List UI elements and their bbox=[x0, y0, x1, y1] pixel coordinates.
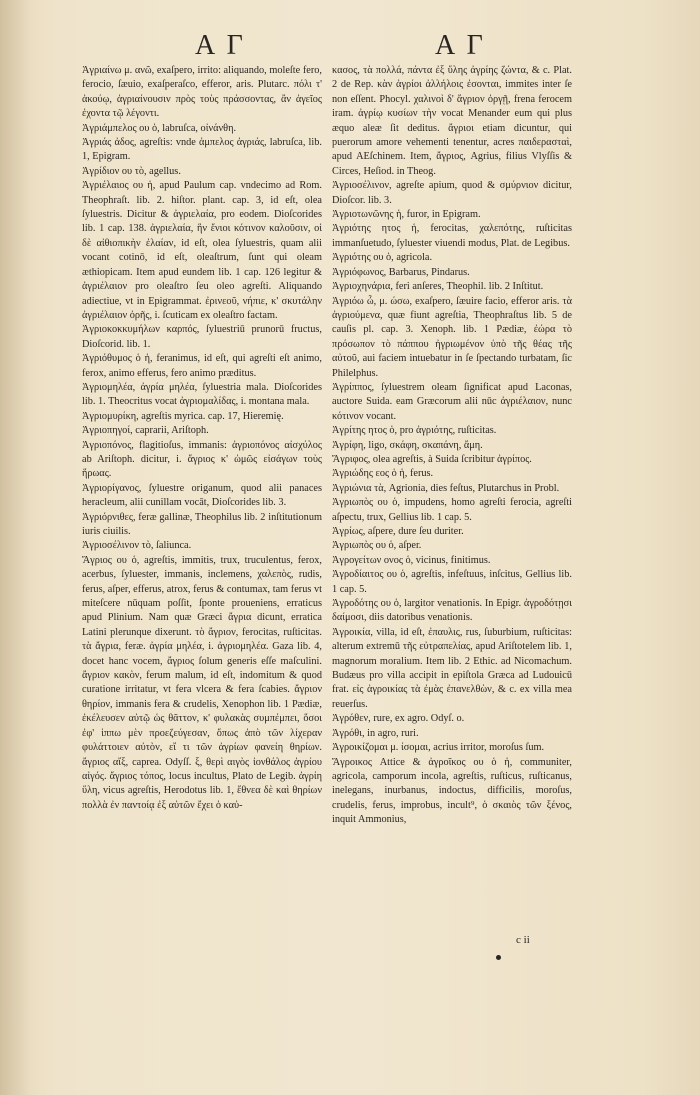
entry: Ἀγριοτωνῶνης ἡ, furor, in Epigram. bbox=[332, 209, 481, 221]
entry: Ἀγροδότης ου ὁ, largitor venationis. In Epigr. ἀγροδότῃσι δαίμοσι, diis datoribus venationis. bbox=[332, 598, 572, 624]
entry: Ἀγριοσέλινον τὸ, ſaliunca. bbox=[82, 540, 192, 552]
entry: Ἀγριοκοκκυμήλων καρπός, ſyluestriū prunorū fructus, Dioſcorid. lib. 1. bbox=[82, 324, 322, 350]
entry: Ἀγριόφωνος, Barbarus, Pindarus. bbox=[332, 266, 470, 278]
entry: Ἀγρίππος, ſyluestrem oleam ſignificat apud Laconas, auctore Suida. eam Græcorum alii nūc ἀγριέλαιον, nunc κότινον vocant. bbox=[332, 381, 572, 422]
ornament-dot bbox=[496, 955, 501, 960]
entry: Ἀγριοχηνάρια, feri anſeres, Theophil. lib. 2 Inſtitut. bbox=[332, 281, 544, 293]
entry: Ἀγροδίαιτος ου ὁ, agreſtis, infeſtuus, inſcitus, Gellius lib. 1 cap. 5. bbox=[332, 569, 572, 595]
entry: Ἀγρογείτων ονος ὁ, vicinus, finitimus. bbox=[332, 554, 491, 566]
entry: Ἀγριοπόνος, flagitioſus, immanis: ἀγριοπόνος αἰσχύλος ab Ariſtoph. dicitur, i. ἄγριος κ' ὠμῶς εἰσάγων τοὺς ἥρωας. bbox=[82, 439, 322, 480]
entry: Ἀγριότης ητος ἡ, ferocitas, χαλεπότης, ruſticitas immanſuetudo, ſyluester viuendi modus, Plat. de Legibus. bbox=[332, 223, 572, 249]
entry: Ἀγριομηλέα, ἀγρία μηλέα, ſyluestria mala. Dioſcorides lib. 1. Theocritus vocat ἀγριομαλίδας, i. montana mala. bbox=[82, 381, 322, 408]
entry: Ἀγριορίγανος, ſyluestre origanum, quod alii panaces heracleum, alii cunillam vocāt, Dioſcorides lib. 3. bbox=[82, 482, 322, 509]
entry: Ἀγριόω ὦ, μ. ώσω, exaſpero, ſæuire facio, efferor aris. τὰ ἀγριούμενα, quæ fiunt agreſtia, Theophraſtus lib. 5 de cauſis pl. cap. 3. Xenoph. lib. 1 Pædiæ, ἐώρα τὸ πρόσωπον τὸ πάππου ἠγριωμένον ὑπὸ τῆς θέας τῆς αὐτοῦ, aui faciem intuebatur in ſe ſpectando turbatam, ſic Philelphus. bbox=[332, 295, 572, 379]
entry: Ἀγρίως, aſpere, dure ſeu duriter. bbox=[332, 526, 464, 537]
entry: Ἀγρίδιον ου τὸ, agellus. bbox=[82, 165, 181, 177]
entry: Ἀγριόθυμος ὁ ἡ, feranimus, id eſt, qui agreſti eſt animo, ferox, animo efferus, fero animo præditus. bbox=[82, 353, 322, 379]
entry: Ἀγριάς ἀδος, agreſtis: vnde ἀμπελος ἀγριάς, labruſca, lib. 1, Epigram. bbox=[82, 137, 322, 163]
entry: Ἀγριότης ου ὁ, agricola. bbox=[332, 252, 433, 264]
entry: Ἀγριοσέλινον, agreſte apium, quod & σμύρνιον dicitur, Dioſcor. lib. 3. bbox=[332, 180, 572, 206]
entry: Ἀγριωπὸς ου ὁ, impudens, homo agreſti ferocia, agreſti aſpectu, trux, Gellius lib. 1 cap. 5. bbox=[332, 497, 572, 523]
entry: Ἀγρίτης ητος ὁ, pro ἀγριότης, ruſticitas. bbox=[332, 425, 497, 437]
header-right: Α Γ bbox=[435, 30, 486, 61]
entry: Ἀγρίφη, ligo, σκάφη, σκαπάνη, ἄμη. bbox=[332, 439, 483, 451]
right-column bbox=[332, 64, 572, 828]
entry: Ἀγριωπὸς ου ὁ, aſper. bbox=[332, 540, 422, 552]
entry: Ἀγρόθεν, rure, ex agro. Odyſ. ο. bbox=[332, 713, 465, 725]
entry: Ἀγριόρνιθες, feræ gallinæ, Theophilus lib. 2 inſtitutionum iuris ciuilis. bbox=[82, 511, 322, 537]
entry: Ἄγριος ου ὁ, agreſtis, immitis, trux, truculentus, ferox, acerbus, ſyluester, immanis, inclemens, χαλεπὸς, rudis, ferus, aſper, efferus, atrox, ferus & contumax, tam ferus vt miteſcere nūquam poſſit, ſponte proueniens, erraticus apud Plinium. Nam quæ Græci ἄγρια dicunt, erratica Latini plerunque dixerunt. τὸ ἄγριον, ferocitas, ruſticitas. τὰ ἄγρια, feræ. ἀγρία μηλέα, i. ἀγριομηλέα. Gaza lib. 4, docet hanc vocem, ἄγριος ſolum generis eſſe maſculini. ἄγριον κακὸν, ferum malum, id eſt, indomitum & quod curatione irritatur, vt fera vlcera & fera ſcabies. ἄγριον θηρίον, immanis fera & crudelis, Xenophon lib. 1 Pædiæ, ἐκέλευσεν αὐτῷ ὡς θᾶττον, κ' φυλακὰς συμπέμπει, ὅσοι ἐφ' ἱππω μὲν προεζεύγεσαν, ὅπως ἀπὸ τῶν λίχεραν φυλάττοιεν αὐτὸν, εἴ τι τῶν ἀγρίων φανείη θηρίων. ἄγριος αἴξ, caprea. Odyſſ. ξ, θερὶ αιγὸς ἰονθάλος ἀγρίου αἰγός. ἄγριος τόπος, locus incultus, Plato de Legib. ἀγρίη ὕλη, vicus agreſtis, Herodotus lib. 1, ἔθνεα δὲ καὶ θηρίων πολλὰ ἐν παντοίᾳ ἐξ αὐτῶν ἔχει ὁ καὐ- bbox=[82, 554, 322, 811]
entry: Ἀγριώνια τὰ, Agrionia, dies feſtus, Plutarchus in Probl. bbox=[332, 482, 560, 494]
entry: Ἀγριέλαιος ου ἡ, apud Paulum cap. vndecimo ad Rom. Theophraſt. lib. 2. hiſtor. plant. cap. 3, id eſt, olea ſyluestris. Dicitur & ἀγριελαία, pro eodem. Dioſcorides lib. 1 cap. 138. ἀγριελαία, ἣν ἔνιοι κότινον καλοῦσιν, οἱ δὲ αἰθιοπικὴν ἐλαίαν, id eſt, olea ſyluestris, quam alii vocant cotinō, id eſt, oleaſtrum, ſunt qui oleam æthiopicam. Item apud eundem lib. 1 cap. 126 legitur & ἀγριέλαιον pro oleaſtro ſeu oleo agreſti. Aliquando adiectiue, vt in Epigrammat. ἐρινεοῦ, νήπιε, κ' σκυτάλην ἀγριέλαιον ὀρῆς, i. ſcuticam ex oleaſtro factam. bbox=[82, 180, 322, 321]
entry: Ἄγροικος Attice & ἀγροῖκος ου ὁ ἡ, communiter, agricola, camporum incola, agreſtis, ruſticus, ruſticanus, inelegans, inurbanus, indoctus, difficilis, moroſus, crudelis, ferus, improbus, incult⁹, ὁ σκαιὸς τῶν ξένος, inquit Ammonius, bbox=[332, 756, 572, 826]
entry: Ἀγρόθι, in agro, ruri. bbox=[332, 727, 419, 739]
entry: Ἀγροικίζομαι μ. ίσομαι, acrius irritor, moroſus ſum. bbox=[332, 742, 545, 754]
entry: Ἀγριάμπελος ου ὁ, labruſca, οἰνάνθη. bbox=[82, 122, 237, 134]
entry: Ἀγριομυρίκη, agreſtis myrica. cap. 17, Hieremię. bbox=[82, 410, 284, 422]
entry: Ἀγριαίνω μ. ανῶ, exaſpero, irrito: aliquando, moleſte fero, ferocio, ſæuio, exaſperaſco, efferor, aris. Plutarc. πόλι τ' ἀκούῳ, ἀγριαίνουσιν πρὸς τοὺς πράσσοντας, ἂν ἀγεῖος ἐχοντα τῷ λέγοντι. bbox=[82, 65, 322, 120]
entry: Ἄγριφος, olea agreſtis, à Suida ſcribitur ἀγρίπος. bbox=[332, 453, 532, 465]
entry: Ἀγριοπηγοί, caprarii, Ariſtoph. bbox=[82, 425, 209, 437]
gutter-shadow bbox=[0, 0, 30, 1095]
entry: Ἀγριώδης εος ὁ ἡ, ferus. bbox=[332, 468, 434, 480]
entry: κασος, τὰ πολλά, πάντα ἐξ ὕλης ἀγρίης ζώντα, & c. Plat. 2 de Rep. κὰν ἀγρίοι ἀλλήλοις ἐσονται, immites inter ſe non eſſent. Phocyl. χαλινοὶ δ' ἄγριον ὀργῇ, frena ferocem iram. ἀγρίῳ κυσίων τὴν vocat Menander eum qui plus æquo aleæ ſit deditus. ἄγριοι etiam dicuntur, qui puerorum amore vehementi tenentur, acres παιδερασταὶ, apud AEſchinem. Item, ἄγριος, Agrius, filius Vlyſſis & Circes, Heſiod. in Theog. bbox=[332, 65, 572, 177]
left-column bbox=[82, 64, 322, 813]
header-left: Α Γ bbox=[195, 30, 246, 61]
signature-mark: c ii bbox=[516, 934, 530, 946]
entry: Ἀγροικία, villa, id eſt, ἐπαυλις, rus, ſuburbium, ruſticitas: alterum extremū τῆς εὐτραπελίας, apud Ariſtotelem lib. 1, magnorum moralium. Item lib. 2 Ethic. ad Nicomachum. Budæus pro villa accipit in epiſtola Græca ad Ludouicū frat. εἰς ἀγροικίας τὰ ἐμὰς ἐπανελθὼν, & c. ex villa mea reuerſus. bbox=[332, 626, 572, 710]
running-header bbox=[80, 30, 650, 66]
